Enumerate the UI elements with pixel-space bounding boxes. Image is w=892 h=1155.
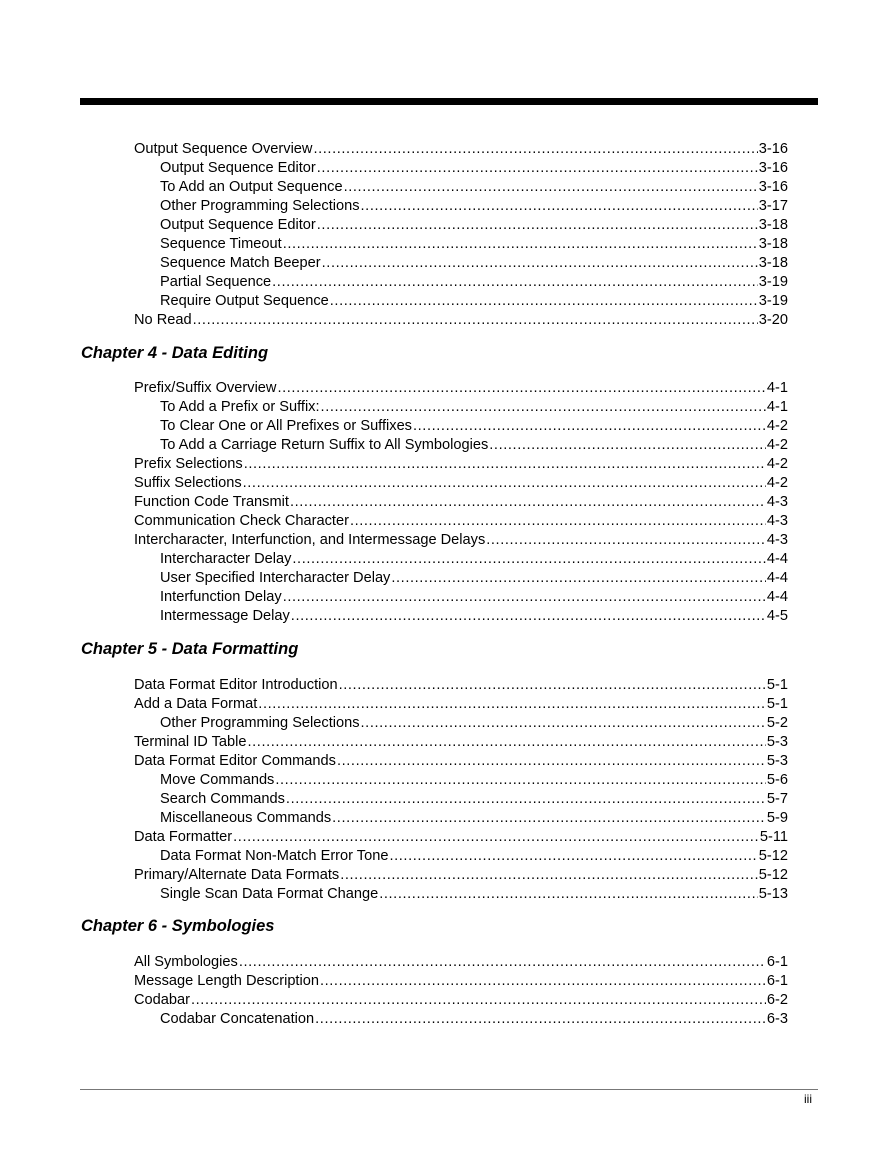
dot-leader: [339, 677, 766, 693]
header-rule: [80, 98, 818, 105]
toc-entry[interactable]: [160, 274, 788, 293]
toc-entry-page: 3-18: [758, 255, 788, 271]
dot-leader: [322, 255, 758, 271]
toc-entry-page: 4-3: [766, 513, 788, 529]
toc-entry[interactable]: [160, 160, 788, 179]
toc-entry[interactable]: [160, 399, 788, 418]
toc-entry[interactable]: [160, 236, 788, 255]
toc-entry-page: 6-1: [766, 973, 788, 989]
toc-entry-page: 4-2: [766, 418, 788, 434]
toc-entry-page: 4-1: [766, 399, 788, 415]
toc-entry[interactable]: [134, 494, 788, 513]
toc-entry-title: Prefix Selections: [134, 456, 243, 472]
dot-leader: [489, 437, 766, 453]
toc-entry[interactable]: [134, 677, 788, 696]
toc-entry[interactable]: [134, 312, 788, 331]
toc-entry[interactable]: [160, 1011, 788, 1030]
dot-leader: [389, 848, 757, 864]
chapter-heading: Chapter 4 - Data Editing: [81, 344, 269, 362]
toc-entry[interactable]: [160, 437, 788, 456]
toc-entry[interactable]: [160, 255, 788, 274]
dot-leader: [277, 380, 765, 396]
dot-leader: [244, 456, 766, 472]
dot-leader: [193, 312, 758, 328]
toc-entry[interactable]: [160, 772, 788, 791]
toc-entry[interactable]: [160, 198, 788, 217]
toc-entry-page: 5-12: [758, 848, 788, 864]
dot-leader: [247, 734, 765, 750]
toc-entry-page: 4-4: [766, 570, 788, 586]
toc-entry-page: 5-12: [758, 867, 788, 883]
toc-entry[interactable]: [160, 179, 788, 198]
toc-entry-title: Output Sequence Editor: [160, 217, 316, 233]
toc-entry-title: Output Sequence Editor: [160, 160, 316, 176]
toc-entry[interactable]: [160, 551, 788, 570]
toc-entry-page: 4-4: [766, 589, 788, 605]
toc-entry-title: Sequence Timeout: [160, 236, 282, 252]
toc-entry-title: To Add a Carriage Return Suffix to All Symbologies: [160, 437, 489, 453]
toc-entry-title: Require Output Sequence: [160, 293, 329, 309]
toc-entry-title: To Add a Prefix or Suffix:: [160, 399, 320, 415]
dot-leader: [243, 475, 766, 491]
toc-entry-title: Other Programming Selections: [160, 198, 360, 214]
toc-entry-title: All Symbologies: [134, 954, 238, 970]
toc-entry-title: Communication Check Character: [134, 513, 349, 529]
toc-entry[interactable]: [134, 141, 788, 160]
dot-leader: [291, 608, 766, 624]
toc-entry[interactable]: [134, 734, 788, 753]
toc-entry-page: 6-1: [766, 954, 788, 970]
chapter-heading: Chapter 5 - Data Formatting: [81, 640, 299, 658]
toc-entry[interactable]: [134, 867, 788, 886]
toc-entry-title: Output Sequence Overview: [134, 141, 313, 157]
toc-entry-page: 5-1: [766, 677, 788, 693]
toc-entry-title: Terminal ID Table: [134, 734, 247, 750]
dot-leader: [317, 160, 758, 176]
toc-entry-page: 5-3: [766, 753, 788, 769]
toc-entry[interactable]: [160, 886, 788, 905]
toc-entry-title: Data Format Editor Introduction: [134, 677, 338, 693]
toc-entry-title: Intercharacter, Interfunction, and Intermessage Delays: [134, 532, 486, 548]
dot-leader: [379, 886, 758, 902]
toc-entry[interactable]: [160, 810, 788, 829]
toc-entry-page: 5-6: [766, 772, 788, 788]
toc-entry-title: Other Programming Selections: [160, 715, 360, 731]
toc-entry-page: 6-3: [766, 1011, 788, 1027]
toc-entry-page: 3-18: [758, 236, 788, 252]
toc-entry[interactable]: [134, 753, 788, 772]
toc-entry-page: 3-20: [758, 312, 788, 328]
toc-entry-page: 4-2: [766, 456, 788, 472]
toc-entry[interactable]: [134, 532, 788, 551]
dot-leader: [330, 293, 758, 309]
toc-entry-title: Data Format Editor Commands: [134, 753, 336, 769]
toc-entry[interactable]: [160, 848, 788, 867]
toc-entry[interactable]: [160, 293, 788, 312]
toc-entry-page: 4-2: [766, 437, 788, 453]
toc-entry-title: Miscellaneous Commands: [160, 810, 332, 826]
dot-leader: [286, 791, 766, 807]
dot-leader: [191, 992, 766, 1008]
dot-leader: [283, 236, 758, 252]
toc-entry-title: To Add an Output Sequence: [160, 179, 343, 195]
toc-entry-title: Codabar: [134, 992, 190, 1008]
toc-entry[interactable]: [134, 973, 788, 992]
dot-leader: [233, 829, 759, 845]
toc-entry-title: No Read: [134, 312, 192, 328]
toc-entry-page: 5-13: [758, 886, 788, 902]
toc-entry[interactable]: [160, 791, 788, 810]
dot-leader: [292, 551, 766, 567]
toc-entry-page: 4-2: [766, 475, 788, 491]
dot-leader: [275, 772, 766, 788]
dot-leader: [317, 217, 758, 233]
toc-entry-title: Prefix/Suffix Overview: [134, 380, 277, 396]
toc-entry-page: 4-4: [766, 551, 788, 567]
toc-entry[interactable]: [134, 456, 788, 475]
toc-entry-title: Partial Sequence: [160, 274, 272, 290]
toc-entry[interactable]: [134, 513, 788, 532]
toc-entry-page: 3-18: [758, 217, 788, 233]
dot-leader: [239, 954, 766, 970]
toc-entry-title: Move Commands: [160, 772, 275, 788]
toc-entry[interactable]: [160, 715, 788, 734]
toc-entry-title: Suffix Selections: [134, 475, 242, 491]
toc-entry[interactable]: [134, 829, 788, 848]
toc-entry-title: Single Scan Data Format Change: [160, 886, 379, 902]
toc-entry-page: 5-3: [766, 734, 788, 750]
toc-entry-page: 3-19: [758, 274, 788, 290]
toc-entry-page: 4-1: [766, 380, 788, 396]
toc-entry[interactable]: [160, 589, 788, 608]
footer-rule: [80, 1089, 818, 1090]
toc-entry[interactable]: [134, 954, 788, 973]
dot-leader: [361, 715, 766, 731]
toc-entry-page: 4-3: [766, 532, 788, 548]
dot-leader: [361, 198, 758, 214]
toc-entry[interactable]: [160, 570, 788, 589]
toc-entry-title: Interfunction Delay: [160, 589, 282, 605]
dot-leader: [391, 570, 766, 586]
dot-leader: [321, 399, 766, 415]
toc-entry-title: Function Code Transmit: [134, 494, 289, 510]
dot-leader: [272, 274, 758, 290]
toc-entry-title: Intercharacter Delay: [160, 551, 292, 567]
toc-entry[interactable]: [160, 418, 788, 437]
toc-entry-page: 5-2: [766, 715, 788, 731]
page-number: iii: [804, 1092, 812, 1106]
dot-leader: [290, 494, 766, 510]
toc-entry-page: 5-1: [766, 696, 788, 712]
dot-leader: [344, 179, 758, 195]
toc-entry-title: Search Commands: [160, 791, 285, 807]
toc-entry[interactable]: [134, 475, 788, 494]
toc-entry-page: 5-7: [766, 791, 788, 807]
toc-entry-title: Message Length Description: [134, 973, 319, 989]
toc-entry-page: 5-9: [766, 810, 788, 826]
toc-entry-page: 3-16: [758, 141, 788, 157]
toc-entry-title: User Specified Intercharacter Delay: [160, 570, 391, 586]
toc-entry-page: 3-17: [758, 198, 788, 214]
dot-leader: [337, 753, 766, 769]
toc-entry[interactable]: [134, 380, 788, 399]
toc-entry[interactable]: [134, 992, 788, 1011]
toc-entry-title: Primary/Alternate Data Formats: [134, 867, 340, 883]
toc-entry-title: Codabar Concatenation: [160, 1011, 315, 1027]
dot-leader: [332, 810, 766, 826]
toc-entry-title: Sequence Match Beeper: [160, 255, 321, 271]
toc-entry[interactable]: [160, 608, 788, 627]
dot-leader: [350, 513, 766, 529]
toc-entry-page: 3-16: [758, 160, 788, 176]
toc-entry-page: 3-16: [758, 179, 788, 195]
dot-leader: [413, 418, 766, 434]
dot-leader: [258, 696, 766, 712]
toc-entry-title: To Clear One or All Prefixes or Suffixes: [160, 418, 412, 434]
dot-leader: [340, 867, 758, 883]
toc-entry-page: 5-11: [759, 829, 788, 845]
toc-entry-title: Add a Data Format: [134, 696, 258, 712]
dot-leader: [313, 141, 757, 157]
toc-entry-title: Data Formatter: [134, 829, 233, 845]
toc-entry-page: 4-3: [766, 494, 788, 510]
toc-entry[interactable]: [134, 696, 788, 715]
toc-entry[interactable]: [160, 217, 788, 236]
toc-entry-title: Data Format Non-Match Error Tone: [160, 848, 389, 864]
toc-entry-page: 4-5: [766, 608, 788, 624]
chapter-heading: Chapter 6 - Symbologies: [81, 917, 275, 935]
dot-leader: [320, 973, 766, 989]
dot-leader: [315, 1011, 766, 1027]
dot-leader: [283, 589, 766, 605]
toc-entry-page: 3-19: [758, 293, 788, 309]
toc-entry-title: Intermessage Delay: [160, 608, 290, 624]
toc-entry-page: 6-2: [766, 992, 788, 1008]
dot-leader: [486, 532, 766, 548]
